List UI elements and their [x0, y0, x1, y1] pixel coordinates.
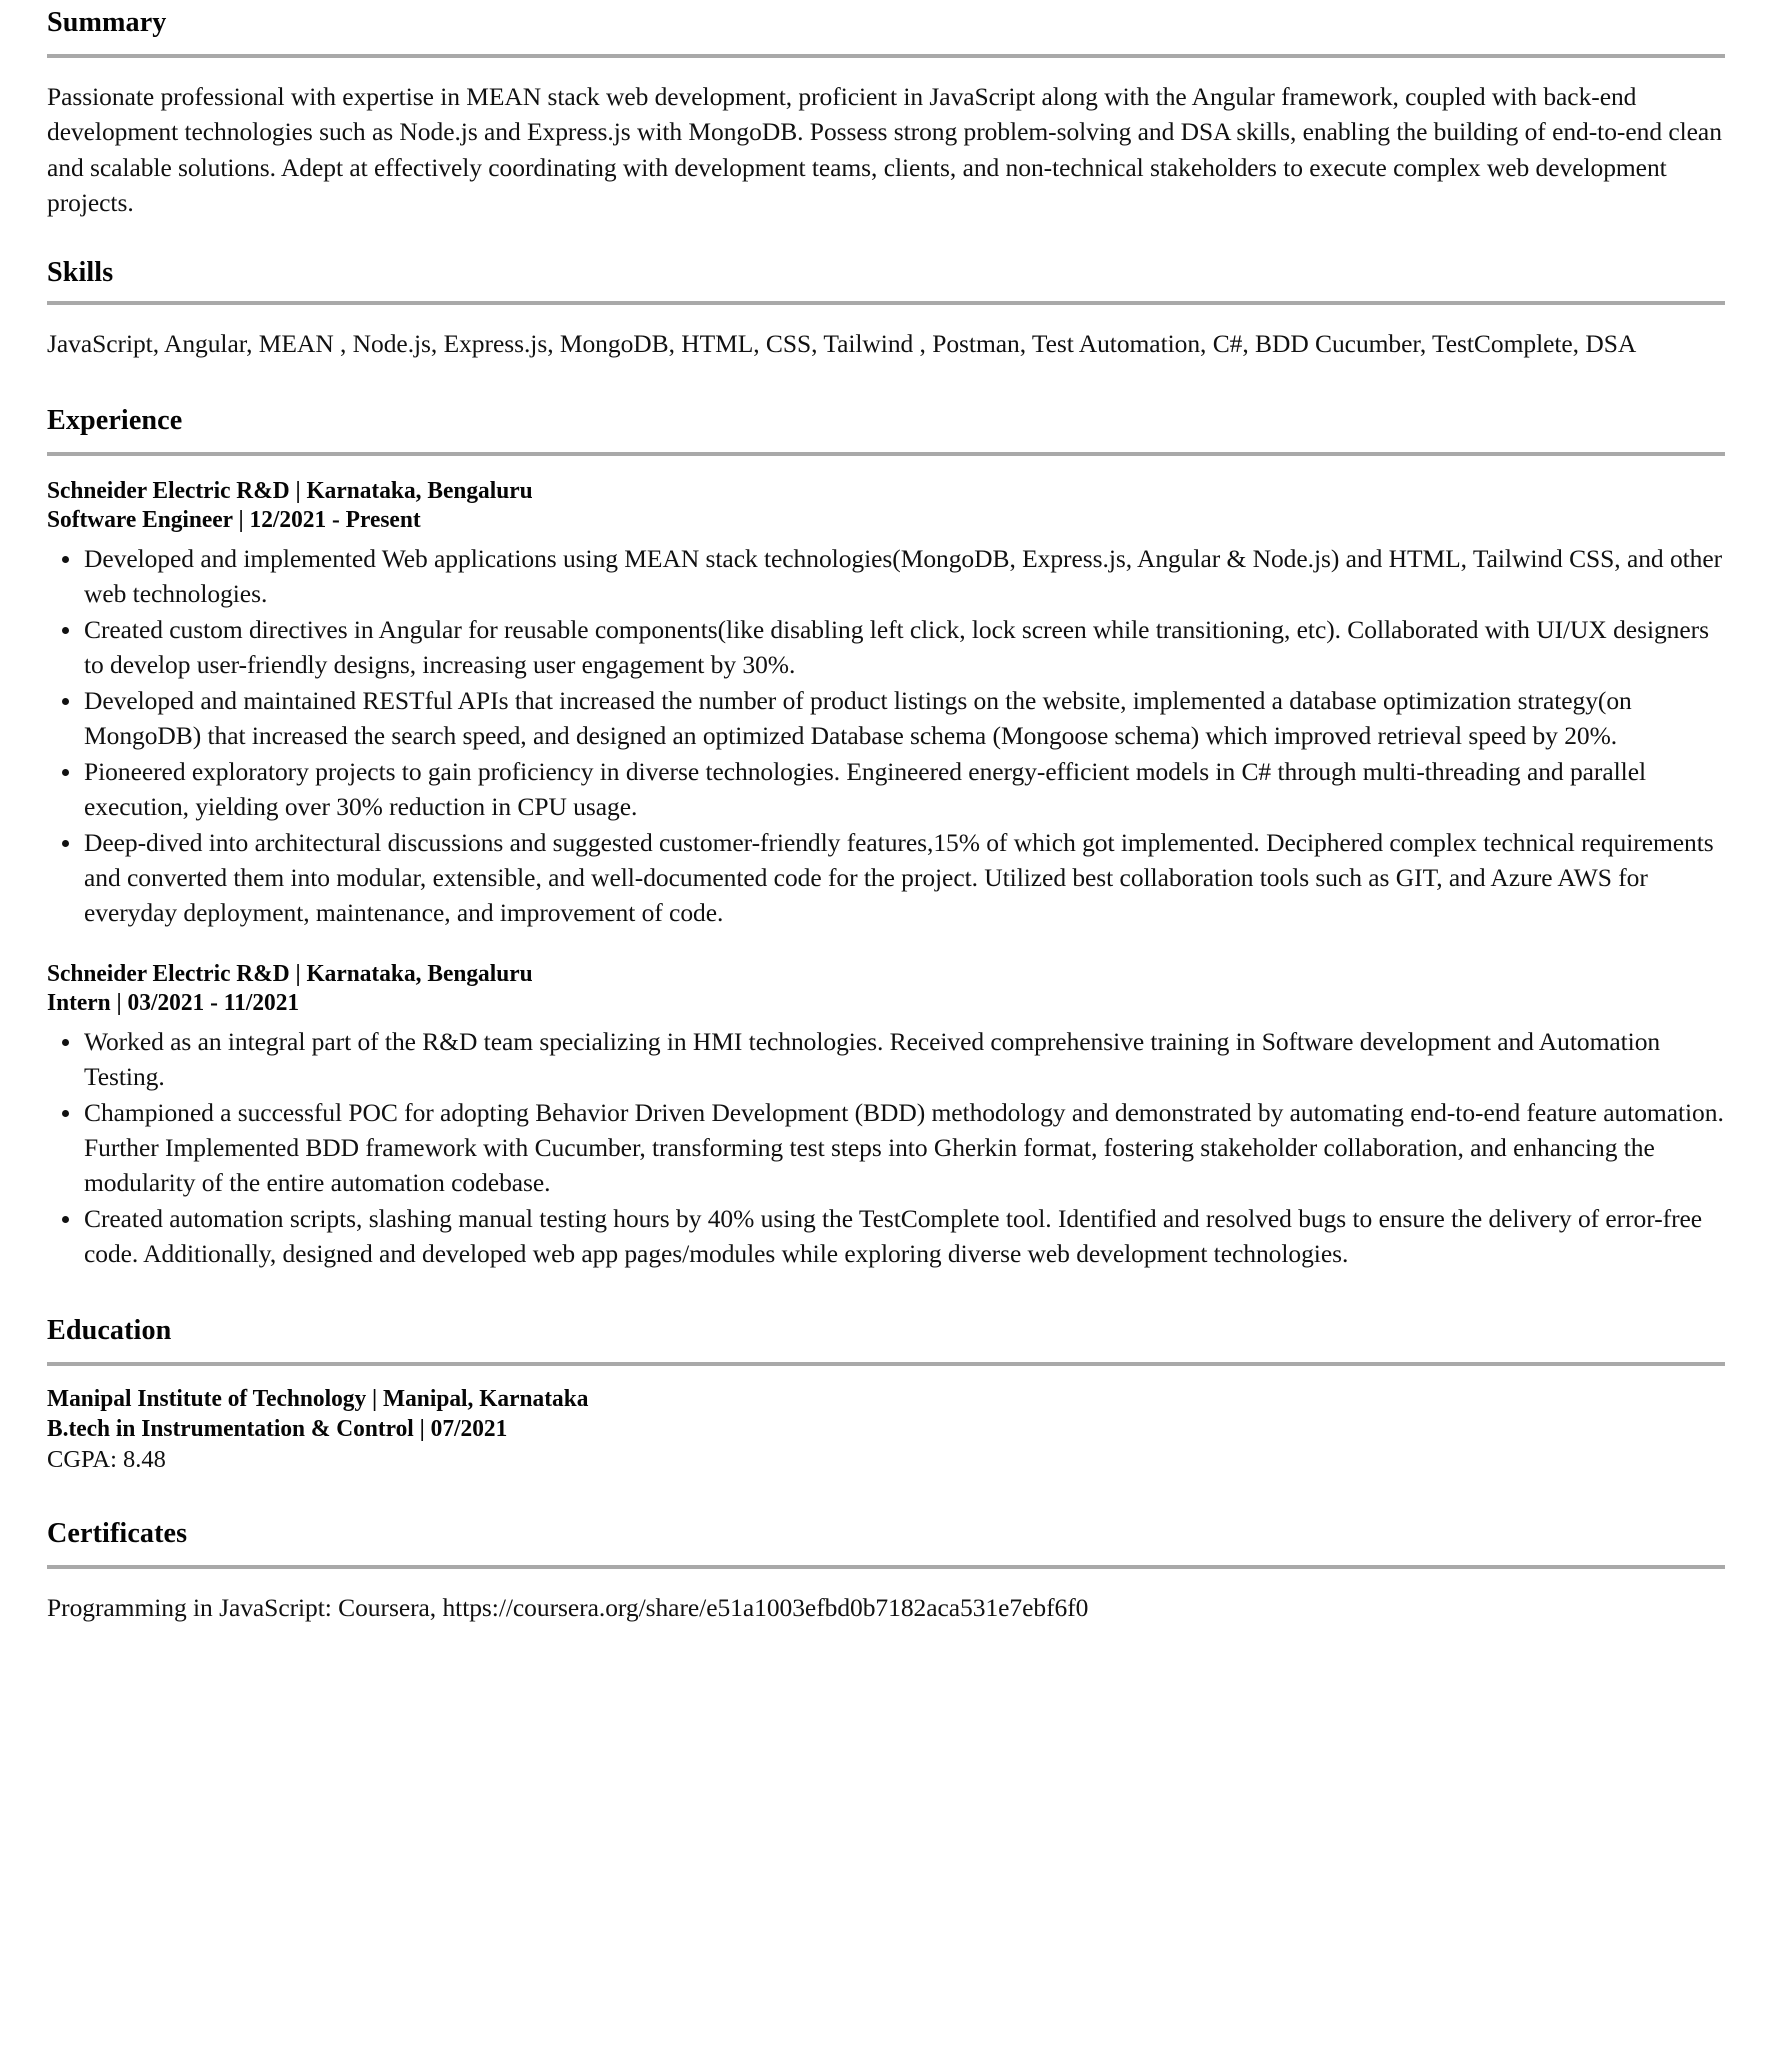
section-education [47, 1316, 1725, 1475]
education-degree: B.tech in Instrumentation & Control | 07/2021 [47, 1414, 508, 1442]
section-heading-skills: Skills [47, 256, 114, 289]
section-experience [47, 403, 1725, 1272]
certificate-item: Programming in JavaScript: Coursera, https://coursera.org/share/e51a1003efbd0b7182aca531e7ebf6f0 [47, 1593, 1089, 1623]
experience-bullets [47, 541, 1725, 931]
experience-role: Software Engineer | 12/2021 - Present [47, 506, 421, 534]
section-heading-summary: Summary [47, 6, 167, 38]
summary-text: Passionate professional with expertise in MEAN stack web development, proficient in JavaScript along with the Angular framework, coupled with back-end development technologies such as Node.js and Express.js with MongoDB. Possess strong problem-solving and DSA skills, enabling the building of end-to-end clean and scalable solutions. Adept at effectively coordinating with development teams, clients, and non-technical stakeholders to execute complex web development projects. [47, 82, 1722, 217]
bullet-item: Developed and maintained RESTful APIs that increased the number of product listings on the website, implemented a database optimization strategy(on MongoDB) that increased the search speed, and designed an optimized Database schema (Mongoose schema) which improved retrieval speed by 20%. [47, 683, 1725, 753]
education-institution: Manipal Institute of Technology | Manipal, Karnataka [47, 1385, 589, 1413]
education-cgpa: CGPA: 8.48 [47, 1445, 166, 1473]
experience-company: Schneider Electric R&D | Karnataka, Bengaluru [47, 476, 533, 504]
experience-company: Schneider Electric R&D | Karnataka, Bengaluru [47, 959, 533, 987]
section-heading-experience: Experience [47, 403, 183, 436]
bullet-item: Developed and implemented Web applications using MEAN stack technologies(MongoDB, Express.js, Angular & Node.js) and HTML, Tailwind CSS, and other web technologies. [47, 541, 1725, 611]
section-heading-certificates: Certificates [47, 1517, 188, 1550]
bullet-item: Created custom directives in Angular for reusable components(like disabling left click, lock screen while transitioning, etc). Collaborated with UI/UX designers to develop user-friendly designs, increasing user engagement by 30%. [47, 612, 1725, 682]
experience-entry [47, 959, 1725, 1272]
skills-list: JavaScript, Angular, MEAN , Node.js, Express.js, MongoDB, HTML, CSS, Tailwind , Postman, Test Automation, C#, BDD Cucumber, TestComplete, DSA [47, 329, 1637, 359]
experience-entry [47, 476, 1725, 931]
education-entry [47, 1384, 1725, 1475]
bullet-item: Deep-dived into architectural discussions and suggested customer-friendly features,15% of which got implemented. Deciphered complex technical requirements and converted them into modular, extensible, and well-documented code for the project. Utilized best collaboration tools such as GIT, and Azure AWS for everyday deployment, maintenance, and improvement of code. [47, 825, 1725, 930]
bullet-item: Pioneered exploratory projects to gain proficiency in diverse technologies. Engineered energy-efficient models in C# through multi-threading and parallel execution, yielding over 30% reduction in CPU usage. [47, 754, 1725, 824]
bullet-item: Worked as an integral part of the R&D team specializing in HMI technologies. Received comprehensive training in Software development and Automation Testing. [47, 1024, 1725, 1094]
section-certificates [47, 1519, 1725, 1625]
section-heading-education: Education [47, 1314, 172, 1347]
experience-bullets [47, 1024, 1725, 1271]
experience-role: Intern | 03/2021 - 11/2021 [47, 989, 300, 1017]
section-skills [47, 258, 1725, 361]
bullet-item: Created automation scripts, slashing manual testing hours by 40% using the TestComplete tool. Identified and resolved bugs to ensure the delivery of error-free code. Additionally, designed and developed web app pages/modules while exploring diverse web development technologies. [47, 1201, 1725, 1271]
section-summary [47, 0, 1725, 220]
bullet-item: Championed a successful POC for adopting Behavior Driven Development (BDD) methodology and demonstrated by automating end-to-end feature automation. Further Implemented BDD framework with Cucumber, transforming test steps into Gherkin format, fostering stakeholder collaboration, and enhancing the modularity of the entire automation codebase. [47, 1095, 1725, 1200]
